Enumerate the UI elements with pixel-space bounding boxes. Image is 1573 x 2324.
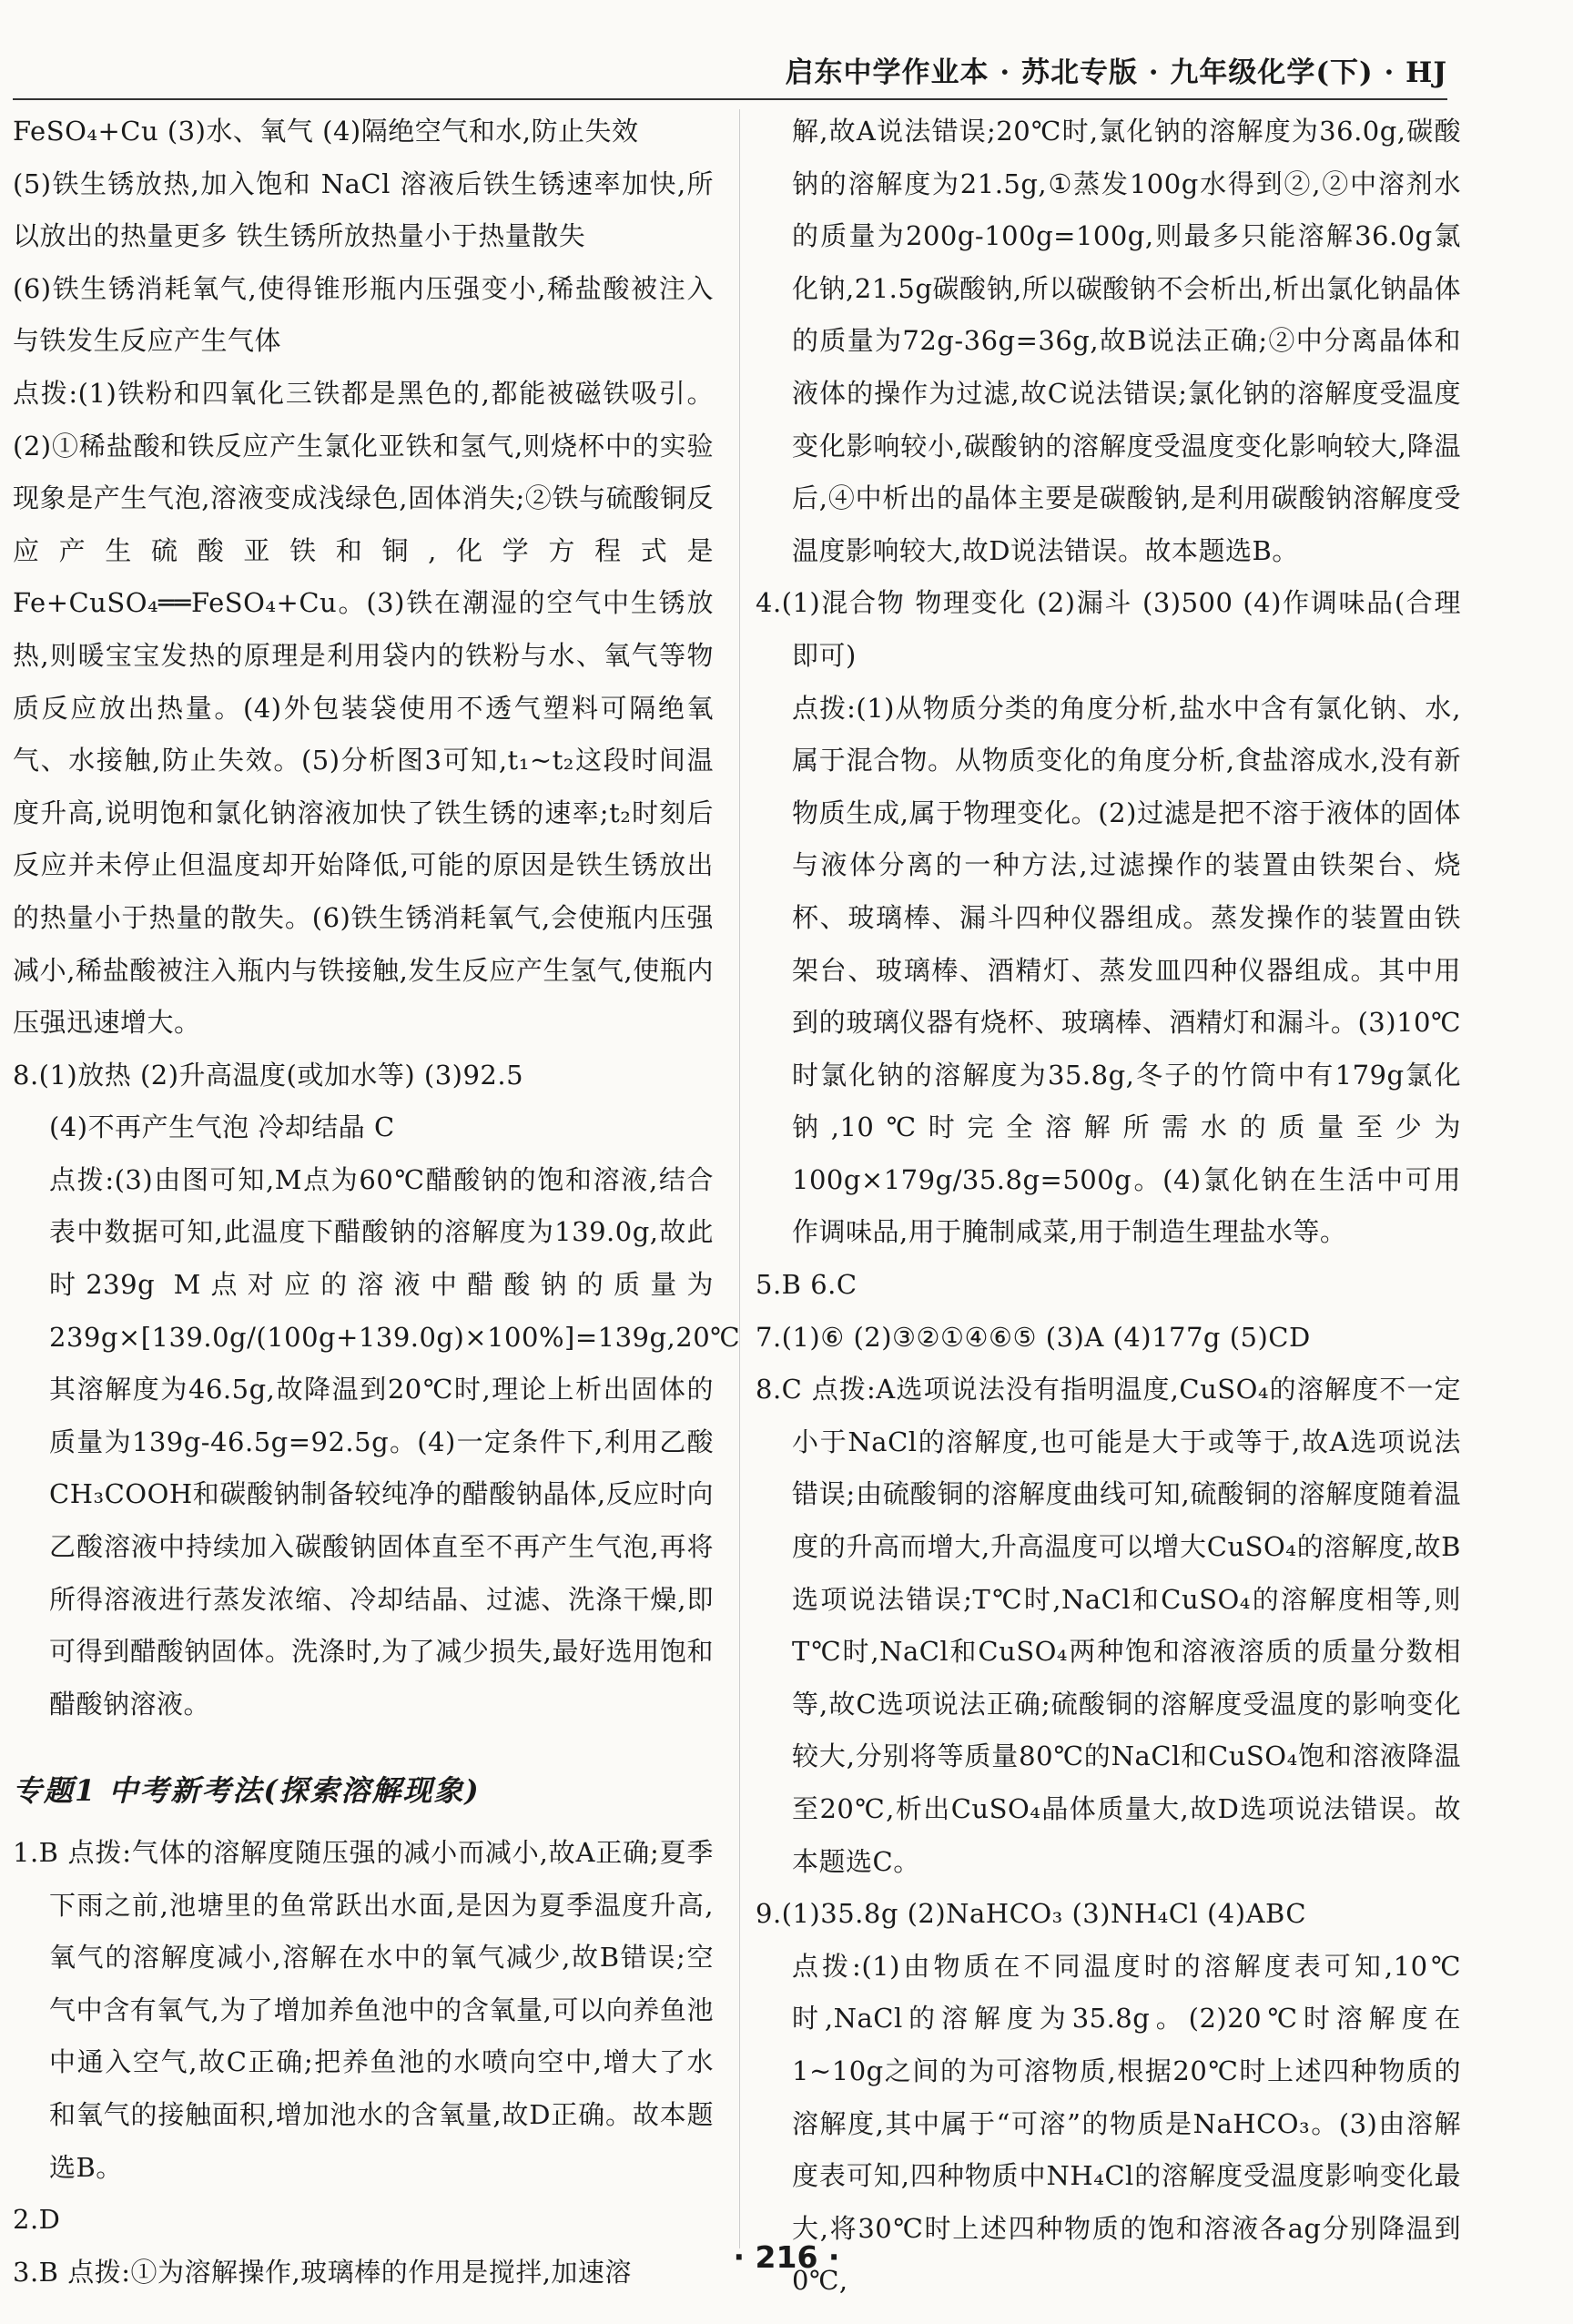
- right-column: [756, 106, 1461, 2308]
- answer-item: 9.(1)35.8g (2)NaHCO₃ (3)NH₄Cl (4)ABC: [756, 1898, 1307, 1930]
- column-divider: [739, 109, 740, 2248]
- answer-item: 2.D: [13, 2204, 61, 2236]
- explanation-paragraph: 点拨:(1)从物质分类的角度分析,盐水中含有氯化钠、水,属于混合物。从物质变化的角度分析,食盐溶成水,没有新物质生成,属于物理变化。(2)过滤是把不溶于液体的固体与液体分离的一种方法,过滤操作的装置由铁架台、烧杯、玻璃棒、漏斗四种仪器组成。蒸发操作的装置由铁架台、玻璃棒、酒精灯、蒸发皿四种仪器组成。其中用到的玻璃仪器有烧杯、玻璃棒、酒精灯和漏斗。(3)10℃时氯化钠的溶解度为35.8g,冬子的竹筒中有179g氯化钠,10℃时完全溶解所需水的质量至少为100g×179g/35.8g=500g。(4)氯化钠在生活中可用作调味品,用于腌制咸菜,用于制造生理盐水等。: [792, 692, 1461, 1248]
- answer-item: 4.(1)混合物 物理变化 (2)漏斗 (3)500 (4)作调味品(合理即可): [756, 587, 1461, 671]
- section-title: 专题1 中考新考法(探索溶解现象): [13, 1773, 481, 1809]
- page-header: 启东中学作业本 · 苏北专版 · 九年级化学(下) · HJ: [785, 56, 1447, 89]
- explanation-paragraph: 点拨:(3)由图可知,M点为60℃醋酸钠的饱和溶液,结合表中数据可知,此温度下醋酸钠的溶解度为139.0g,故此时239g M点对应的溶液中醋酸钠的质量为239g×[139.0g/(100g+139.0g)×100%]=139g,20℃其溶解度为46.5g,故降温到20℃时,理论上析出固体的质量为139g-46.5g=92.5g。(4)一定条件下,利用乙酸CH₃COOH和碳酸钠制备较纯净的醋酸钠晶体,反应时向乙酸溶液中持续加入碳酸钠固体直至不再产生气泡,再将所得溶液进行蒸发浓缩、冷却结晶、过滤、洗涤干燥,即可得到醋酸钠固体。洗涤时,为了减少损失,最好选用饱和醋酸钠溶液。: [49, 1163, 741, 1720]
- explanation-paragraph: 点拨:(1)铁粉和四氧化三铁都是黑色的,都能被磁铁吸引。(2)①稀盐酸和铁反应产生氯化亚铁和氢气,则烧杯中的实验现象是产生气泡,溶液变成浅绿色,固体消失;②铁与硫酸铜反应产生硫酸亚铁和铜,化学方程式是Fe+CuSO₄══FeSO₄+Cu。(3)铁在潮湿的空气中生锈放热,则暖宝宝发热的原理是利用袋内的铁粉与水、氧气等物质反应放出热量。(4)外包装袋使用不透气塑料可隔绝氧气、水接触,防止失效。(5)分析图3可知,t₁~t₂这段时间温度升高,说明饱和氯化钠溶液加快了铁生锈的速率;t₂时刻后反应并未停止但温度却开始降低,可能的原因是铁生锈放出的热量小于热量的散失。(6)铁生锈消耗氧气,会使瓶内压强减小,稀盐酸被注入瓶内与铁接触,发生反应产生氢气,使瓶内压强迅速增大。: [13, 377, 714, 1039]
- answer-item: 1.B 点拨:气体的溶解度随压强的减小而减小,故A正确;夏季下雨之前,池塘里的鱼常跃出水面,是因为夏季温度升高,氧气的溶解度减小,溶解在水中的氧气减少,故B错误;空气中含有氧气,为了增加养鱼池中的含氧量,可以向养鱼池中通入空气,故C正确;把养鱼池的水喷向空中,增大了水和氧气的接触面积,增加池水的含氧量,故D正确。故本题选B。: [13, 1837, 714, 2183]
- explanation-paragraph: 点拨:(1)由物质在不同温度时的溶解度表可知,10℃时,NaCl的溶解度为35.8g。(2)20℃时溶解度在1~10g之间的为可溶物质,根据20℃时上述四种物质的溶解度,其中属于“可溶”的物质是NaHCO₃。(3)由溶解度表可知,四种物质中NH₄Cl的溶解度受温度影响变化最大,将30℃时上述四种物质的饱和溶液各ag分别降温到0℃,: [792, 1950, 1461, 2297]
- answer-item: 8.C 点拨:A选项说法没有指明温度,CuSO₄的溶解度不一定小于NaCl的溶解度,也可能是大于或等于,故A选项说法错误;由硫酸铜的溶解度曲线可知,硫酸铜的溶解度随着温度的升高而增大,升高温度可以增大CuSO₄的溶解度,故B选项说法错误;T℃时,NaCl和CuSO₄的溶解度相等,则T℃时,NaCl和CuSO₄两种饱和溶液溶质的质量分数相等,故C选项说法正确;硫酸铜的溶解度受温度的影响变化较大,分别将等质量80℃的NaCl和CuSO₄饱和溶液降温至20℃,析出CuSO₄晶体质量大,故D选项说法错误。故本题选C。: [756, 1374, 1461, 1877]
- answer-item: 7.(1)⑥ (2)③②①④⑥⑤ (3)A (4)177g (5)CD: [756, 1321, 1311, 1353]
- text-line: (4)不再产生气泡 冷却结晶 C: [49, 1111, 395, 1143]
- left-column: [13, 106, 741, 2299]
- answer-item: 8.(1)放热 (2)升高温度(或加水等) (3)92.5: [13, 1059, 524, 1091]
- text-line: FeSO₄+Cu (3)水、氧气 (4)隔绝空气和水,防止失效: [13, 116, 639, 147]
- text-line: (6)铁生锈消耗氧气,使得锥形瓶内压强变小,稀盐酸被注入与铁发生反应产生气体: [13, 272, 714, 357]
- text-line: 解,故A说法错误;20℃时,氯化钠的溶解度为36.0g,碳酸钠的溶解度为21.5g,①蒸发100g水得到②,②中溶剂水的质量为200g-100g=100g,则最多只能溶解36.0g氯化钠,21.5g碳酸钠,所以碳酸钠不会析出,析出氯化钠晶体的质量为72g-36g=36g,故B说法正确;②中分离晶体和液体的操作为过滤,故C说法错误;氯化钠的溶解度受温度变化影响较小,碳酸钠的溶解度受温度变化影响较大,降温后,④中析出的晶体主要是碳酸钠,是利用碳酸钠溶解度受温度影响较大,故D说法错误。故本题选B。: [792, 116, 1461, 566]
- answer-item: 3.B 点拨:①为溶解操作,玻璃棒的作用是搅拌,加速溶: [13, 2256, 632, 2288]
- text-line: (5)铁生锈放热,加入饱和 NaCl 溶液后铁生锈速率加快,所以放出的热量更多 铁生锈所放热量小于热量散失: [13, 167, 714, 252]
- page-number: · 216 ·: [733, 2239, 840, 2275]
- header-divider: [13, 98, 1447, 100]
- answer-item: 5.B 6.C: [756, 1269, 858, 1301]
